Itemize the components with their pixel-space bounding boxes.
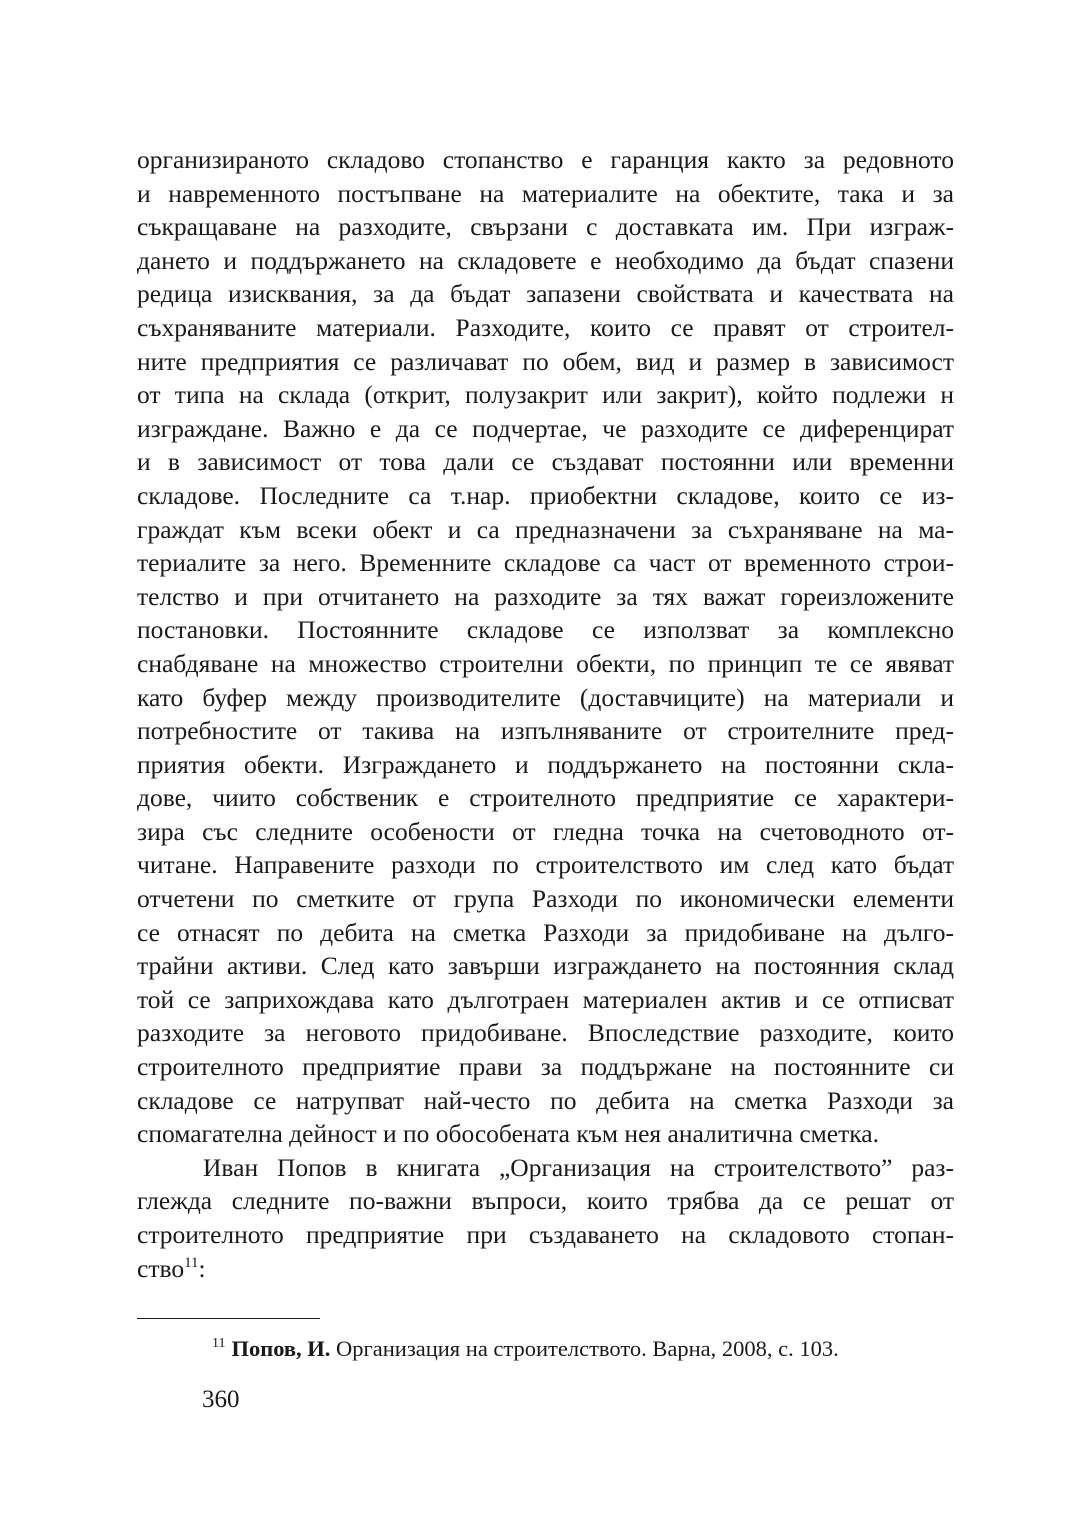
text-line: и навременното постъпване на материалите на обектите, така и за	[137, 178, 954, 208]
text-line: складове се натрупват най-често по дебита на сметка Разходи за	[137, 1085, 954, 1115]
text-line: строителното предприятие при създаването на складовото стопан-	[137, 1220, 954, 1249]
text-line: съкращаване на разходите, свързани с доставката им. При изграж-	[137, 212, 954, 242]
page-number: 360	[202, 1386, 240, 1413]
text-line: се отнасят по дебита на сметка Разходи за придобиване на дълго-	[137, 917, 954, 947]
text-line: изграждане. Важно е да се подчертае, че разходите се диференцират	[137, 413, 954, 443]
footnote	[212, 1334, 972, 1364]
text-line: дането и поддържането на складовете е необходимо да бъдат спазени	[137, 245, 954, 275]
text-line: читане. Направените разходи по строителството им след като бъдат	[137, 850, 954, 880]
footnote-separator	[137, 1318, 320, 1319]
text-line: приятия обекти. Изграждането и поддържането на постоянни скла-	[137, 749, 954, 779]
text-line: глежда следните по-важни въпроси, които трябва да се решат от	[137, 1186, 954, 1216]
text-line: редица изисквания, за да бъдат запазени свойствата и качествата на	[137, 279, 954, 309]
text-fragment: :	[198, 1253, 206, 1283]
paragraph-2	[137, 1151, 954, 1285]
text-line: постановки. Постоянните складове се използват за комплексно	[137, 615, 954, 645]
text-line: отчетени по сметките от група Разходи по икономически елементи	[137, 884, 954, 914]
text-line: той се заприхождава като дълготраен материален актив и се отписват	[137, 984, 954, 1014]
text-line: организираното складово стопанство е гаранция както за редовното	[137, 145, 954, 174]
footnote-reference[interactable]: 11	[184, 1254, 199, 1271]
text-line: Иван Попов в книгата „Организация на строителството” раз-	[203, 1152, 954, 1182]
footnote-text: Организация на строителството. Варна, 2008, с. 103.	[330, 1336, 839, 1361]
body-text	[137, 143, 954, 1285]
text-line: и в зависимост от това дали се създават постоянни или временни	[137, 447, 954, 477]
paragraph-1	[137, 143, 954, 1151]
text-line: спомагателна дейност и по обособената към нея аналитична сметка.	[137, 1119, 879, 1149]
footnote-number: 11	[212, 1336, 226, 1351]
text-line: телство и при отчитането на разходите за тях важат гореизложените	[137, 581, 954, 611]
text-line	[137, 1252, 954, 1286]
text-line: ните предприятия се различават по обем, вид и размер в зависимост	[137, 346, 954, 376]
text-fragment: ство	[137, 1253, 185, 1283]
footnote-author: Попов, И.	[231, 1336, 331, 1361]
text-line: строителното предприятие прави за поддържане на постоянните си	[137, 1052, 954, 1082]
text-line: като буфер между производителите (доставчиците) на материали и	[137, 682, 954, 712]
text-line: от типа на склада (открит, полузакрит или закрит), който подлежи н	[137, 380, 954, 410]
text-line: дове, чиито собственик е строителното предприятие се характери-	[137, 783, 954, 813]
text-line: складове. Последните са т.нар. приобектни складове, които се из-	[137, 480, 954, 510]
text-line: потребностите от такива на изпълняваните от строителните пред-	[137, 716, 954, 746]
text-line: разходите за неговото придобиване. Впоследствие разходите, които	[137, 1018, 954, 1048]
text-line: съхраняваните материали. Разходите, които се правят от строител-	[137, 312, 954, 342]
text-line: трайни активи. След като завърши изграждането на постоянния склад	[137, 951, 954, 981]
text-line: териалите за него. Временните складове са част от временното строи-	[137, 548, 954, 578]
text-line: зира със следните особености от гледна точка на счетоводното от-	[137, 816, 954, 846]
text-line: граждат към всеки обект и са предназначени за съхраняване на ма-	[137, 514, 954, 544]
text-line: снабдяване на множество строителни обекти, по принцип те се явяват	[137, 648, 954, 678]
